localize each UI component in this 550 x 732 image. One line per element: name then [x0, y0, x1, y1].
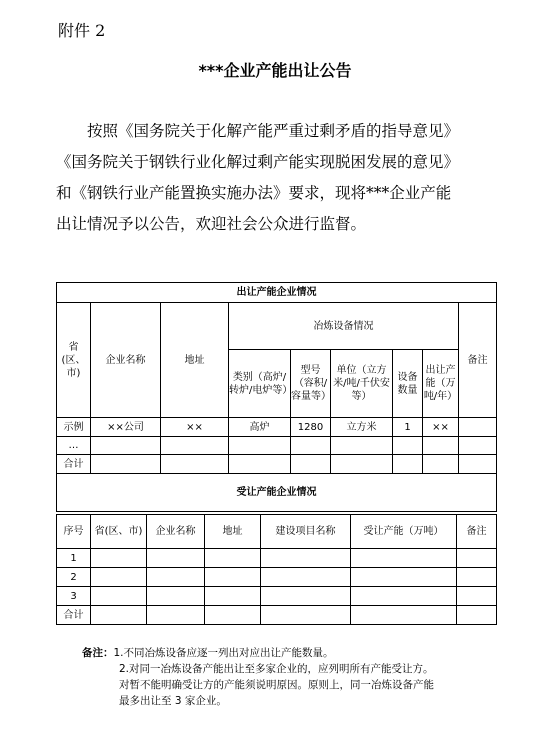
cell — [459, 437, 497, 455]
table-row — [57, 606, 497, 625]
cell — [147, 606, 205, 625]
cell — [205, 587, 261, 606]
cell — [423, 455, 459, 474]
cell: 高炉 — [229, 418, 291, 437]
cell: ××公司 — [91, 418, 161, 437]
cell: … — [57, 437, 91, 455]
header-unit: 单位（立方米/吨/千伏安等） — [331, 350, 393, 418]
note-item-2-line-3: 最多出让至 3 家企业。 — [119, 695, 227, 707]
cell — [351, 568, 457, 587]
cell: 立方米 — [331, 418, 393, 437]
header-address: 地址 — [161, 303, 229, 418]
cell — [91, 568, 147, 587]
header-project: 建设项目名称 — [261, 515, 351, 549]
cell — [291, 455, 331, 474]
note-item-2-line-2: 对暂不能明确受让方的产能须说明原因。原则上，同一冶炼设备产能 — [119, 679, 434, 691]
transfer-in-table — [56, 514, 497, 625]
cell — [91, 437, 161, 455]
note-item-2-line-1: 2.对同一冶炼设备产能出让至多家企业的，应列明所有产能受让方。 — [119, 663, 434, 675]
cell — [351, 587, 457, 606]
cell — [261, 568, 351, 587]
table-row — [57, 549, 497, 568]
attachment-label: 附件 2 — [58, 21, 106, 40]
cell: ×× — [423, 418, 459, 437]
header-remark: 备注 — [459, 303, 497, 418]
cell — [261, 587, 351, 606]
body-line-2: 《国务院关于钢铁行业化解过剩产能实现脱困发展的意见》 — [56, 153, 460, 171]
cell — [91, 549, 147, 568]
header-company: 企业名称 — [147, 515, 205, 549]
cell — [161, 455, 229, 474]
table-row — [57, 568, 497, 587]
cell — [393, 437, 423, 455]
cell — [331, 455, 393, 474]
row-number: 1 — [57, 549, 91, 568]
cell — [291, 437, 331, 455]
note-item-1: 1.不同冶炼设备应逐一列出对应出让产能数量。 — [113, 647, 334, 659]
cell — [423, 437, 459, 455]
header-province: 省(区、市) — [91, 515, 147, 549]
cell — [459, 455, 497, 474]
body-line-3: 和《钢铁行业产能置换实施办法》要求，现将***企业产能 — [56, 184, 452, 202]
header-count: 设备数量 — [393, 350, 423, 418]
table-row — [57, 455, 497, 474]
table-row — [57, 587, 497, 606]
transfer-in-section-title: 受让产能企业情况 — [57, 474, 497, 512]
row-number: 2 — [57, 568, 91, 587]
cell — [351, 606, 457, 625]
cell — [147, 587, 205, 606]
cell — [457, 568, 497, 587]
cell — [393, 455, 423, 474]
cell — [261, 549, 351, 568]
header-remark: 备注 — [457, 515, 497, 549]
announcement-body — [56, 116, 502, 240]
page-title: ***企业产能出让公告 — [198, 61, 352, 80]
cell — [457, 587, 497, 606]
cell: 1 — [393, 418, 423, 437]
notes-section — [82, 645, 502, 709]
body-line-1: 按照《国务院关于化解产能严重过剩矛盾的指导意见》 — [87, 122, 460, 140]
row-number: 3 — [57, 587, 91, 606]
header-province: 省(区、市) — [57, 303, 91, 418]
cell — [91, 455, 161, 474]
notes-label: 备注： — [82, 647, 114, 659]
cell — [205, 606, 261, 625]
transfer-out-section-title: 出让产能企业情况 — [57, 283, 497, 303]
header-capacity: 受让产能（万吨） — [351, 515, 457, 549]
cell — [91, 587, 147, 606]
cell — [161, 437, 229, 455]
cell — [351, 549, 457, 568]
transfer-out-table — [56, 282, 497, 512]
cell — [147, 568, 205, 587]
body-line-4: 出让情况予以公告，欢迎社会公众进行监督。 — [56, 215, 367, 233]
cell — [147, 549, 205, 568]
total-label: 合计 — [57, 606, 91, 625]
cell — [91, 606, 147, 625]
cell — [205, 568, 261, 587]
total-label: 合计 — [57, 455, 91, 474]
header-model: 型号（容积/容量等） — [291, 350, 331, 418]
cell — [457, 606, 497, 625]
header-type: 类别（高炉/转炉/电炉等） — [229, 350, 291, 418]
cell — [229, 455, 291, 474]
cell: 1280 — [291, 418, 331, 437]
cell: ×× — [161, 418, 229, 437]
cell — [205, 549, 261, 568]
cell — [261, 606, 351, 625]
cell — [457, 549, 497, 568]
cell — [459, 418, 497, 437]
header-company: 企业名称 — [91, 303, 161, 418]
header-equipment-group: 冶炼设备情况 — [229, 303, 459, 350]
cell — [331, 437, 393, 455]
table-row — [57, 437, 497, 455]
header-capacity: 出让产能（万吨/年） — [423, 350, 459, 418]
cell — [229, 437, 291, 455]
table-row — [57, 418, 497, 437]
cell: 示例 — [57, 418, 91, 437]
header-address: 地址 — [205, 515, 261, 549]
header-seq: 序号 — [57, 515, 91, 549]
